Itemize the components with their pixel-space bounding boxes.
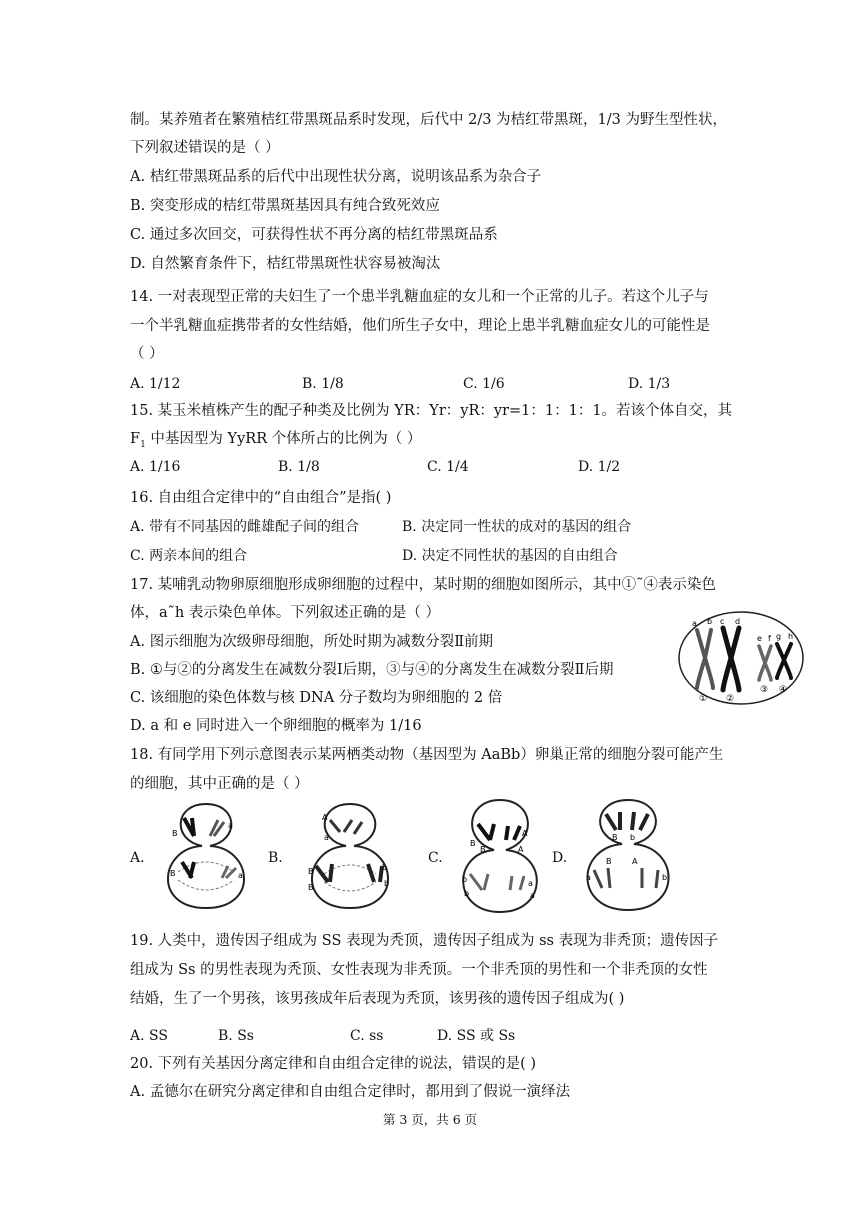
q17-cell-figure xyxy=(675,608,807,708)
q17-option-a: A. 图示细胞为次级卵母细胞，所处时期为减数分裂Ⅱ前期 xyxy=(130,634,494,650)
chromosome-number-1: ① xyxy=(699,694,708,704)
q18-label-d: D. xyxy=(552,850,568,866)
svg-text:B: B xyxy=(308,883,314,892)
q16-option-b: B. 决定同一性状的成对的基因的组合 xyxy=(402,519,632,535)
svg-text:B: B xyxy=(612,833,618,842)
q17-stem-line1: 17. 某哺乳动物卵原细胞形成卵细胞的过程中，某时期的细胞如图所示，其中①˜④表示染色 xyxy=(130,577,716,593)
svg-text:a: a xyxy=(528,879,533,888)
svg-text:B: B xyxy=(170,869,176,878)
svg-text:a: a xyxy=(238,871,243,880)
svg-text:B: B xyxy=(606,857,612,866)
q13-option-a: A. 桔红带黑斑品系的后代中出现性状分离，说明该品系为杂合子 xyxy=(130,169,542,185)
svg-text:A: A xyxy=(632,857,638,866)
q14-stem-line3: （ ） xyxy=(130,346,164,362)
svg-text:b: b xyxy=(464,889,470,898)
q20-stem: 20. 下列有关基因分离定律和自由组合定律的说法，错误的是( ) xyxy=(130,1056,537,1072)
chromosome-number-4: ④ xyxy=(779,685,788,695)
q16-option-a: A. 带有不同基因的雌雄配子间的组合 xyxy=(130,519,360,535)
q16-option-d: D. 决定不同性状的基因的自由组合 xyxy=(402,548,618,564)
q19-stem-line1: 19. 人类中，遗传因子组成为 SS 表现为秃顶，遗传因子组成为 ss 表现为非秃顶；遗传因子 xyxy=(130,933,719,949)
svg-text:b: b xyxy=(462,875,468,884)
q18-label-c: C. xyxy=(428,850,443,866)
q13-option-d: D. 自然繁育条件下，桔红带黑斑性状容易被淘汰 xyxy=(130,256,441,272)
q19-option-a: A. SS xyxy=(130,1028,168,1044)
svg-text:a: a xyxy=(228,821,233,830)
chromosome-4 xyxy=(777,644,791,678)
q14-option-d: D. 1/3 xyxy=(628,376,671,392)
q14-stem-line1: 14. 一对表现型正常的夫妇生了一个患半乳糖血症的女儿和一个正常的儿子。若这个儿子与 xyxy=(130,289,709,305)
svg-text:b: b xyxy=(630,833,636,842)
chromosome-3 xyxy=(759,646,771,680)
q13-stem-line1: 制。某养殖者在繁殖桔红带黑斑品系时发现，后代中 2/3 为桔红带黑斑，1/3 为野生型性状， xyxy=(130,112,727,128)
svg-text:A: A xyxy=(522,829,528,838)
svg-text:B: B xyxy=(470,839,476,848)
q17-stem-line2: 体，a˜h 表示染色单体。下列叙述正确的是（ ） xyxy=(130,605,440,621)
q14-option-c: C. 1/6 xyxy=(463,376,505,392)
chromatid-label-a: a xyxy=(692,619,697,628)
chromatid-label-d: d xyxy=(735,617,741,626)
chromosome-number-2: ② xyxy=(726,694,735,704)
q18-cell-b xyxy=(292,800,408,912)
q14-stem-line2: 一个半乳糖血症携带者的女性结婚，他们所生子女中，理论上患半乳糖血症女儿的可能性是 xyxy=(130,318,710,334)
chromatid-label-e: e xyxy=(757,634,762,643)
svg-text:B: B xyxy=(480,845,486,854)
q18-cell-a xyxy=(148,800,264,912)
q18-label-b: B. xyxy=(268,850,283,866)
chromatid-label-h: h xyxy=(788,632,794,641)
chromosome-number-3: ③ xyxy=(760,685,769,695)
svg-text:a: a xyxy=(586,873,591,882)
q17-option-c: C. 该细胞的染色体数与核 DNA 分子数均为卵细胞的 2 倍 xyxy=(130,690,503,706)
q13-stem-line2: 下列叙述错误的是（ ） xyxy=(130,140,280,156)
q15-stem-line2 xyxy=(130,429,421,455)
chromatid-label-c: c xyxy=(720,617,725,626)
svg-text:a: a xyxy=(324,833,329,842)
q19-stem-line3: 结婚，生了一个男孩，该男孩成年后表现为秃顶，该男孩的遗传因子组成为( ) xyxy=(130,991,625,1007)
chromosome-1 xyxy=(697,630,713,688)
chromatid-label-b: b xyxy=(707,617,713,626)
svg-text:b: b xyxy=(382,863,388,872)
svg-text:b: b xyxy=(662,873,668,882)
q14-option-b: B. 1/8 xyxy=(302,376,344,392)
svg-text:B: B xyxy=(172,829,178,838)
q15-f-symbol: F xyxy=(130,431,141,447)
q13-option-c: C. 通过多次回交，可获得性状不再分离的桔红带黑斑品系 xyxy=(130,227,498,243)
q15-f-subscript: 1 xyxy=(140,439,146,450)
q19-option-d: D. SS 或 Ss xyxy=(437,1028,516,1044)
q20-option-a: A. 孟德尔在研究分离定律和自由组合定律时，都用到了假说一演绎法 xyxy=(130,1084,571,1100)
svg-text:b: b xyxy=(384,879,390,888)
q17-option-d: D. a 和 e 同时进入一个卵细胞的概率为 1/16 xyxy=(130,718,422,734)
q15-option-d: D. 1/2 xyxy=(578,459,621,475)
q18-cell-d xyxy=(572,796,684,916)
q19-stem-line2: 组成为 Ss 的男性表现为秃顶、女性表现为非秃顶。一个非秃顶的男性和一个非秃顶的女性 xyxy=(130,962,708,978)
q13-option-b: B. 突变形成的桔红带黑斑基因具有纯合致死效应 xyxy=(130,198,440,214)
q18-stem-line2: 的细胞，其中正确的是（ ） xyxy=(130,776,309,792)
q19-option-b: B. Ss xyxy=(218,1028,254,1044)
page-footer: 第 3 页，共 6 页 xyxy=(382,1112,478,1127)
q15-stem-line2-text: 中基因型为 YyRR 个体所占的比例为（ ） xyxy=(145,431,422,447)
q15-stem-line1: 15. 某玉米植株产生的配子种类及比例为 YR：Yr：yR：yr=1：1：1：1。若该个体自交，其 xyxy=(130,403,733,419)
chromatid-label-f: f xyxy=(768,634,771,643)
q18-cell-c xyxy=(448,796,552,916)
svg-text:a: a xyxy=(530,891,535,900)
q16-option-c: C. 两亲本间的组合 xyxy=(130,548,248,564)
svg-text:B: B xyxy=(308,867,314,876)
q16-stem: 16. 自由组合定律中的“自由组合”是指( ) xyxy=(130,490,392,506)
svg-text:A: A xyxy=(518,845,524,854)
q15-option-b: B. 1/8 xyxy=(278,459,320,475)
chromosome-2 xyxy=(723,628,739,690)
chromatid-label-g: g xyxy=(776,632,782,641)
q18-label-a: A. xyxy=(130,850,145,866)
q18-stem-line1: 18. 有同学用下列示意图表示某两栖类动物（基因型为 AaBb）卵巢正常的细胞分裂可能产生 xyxy=(130,747,724,763)
q19-option-c: C. ss xyxy=(350,1028,384,1044)
q14-option-a: A. 1/12 xyxy=(130,376,181,392)
q15-option-a: A. 1/16 xyxy=(130,459,181,475)
q15-option-c: C. 1/4 xyxy=(427,459,469,475)
svg-text:A: A xyxy=(322,813,328,822)
q17-option-b: B. ①与②的分离发生在减数分裂Ⅰ后期，③与④的分离发生在减数分裂Ⅱ后期 xyxy=(130,662,614,678)
